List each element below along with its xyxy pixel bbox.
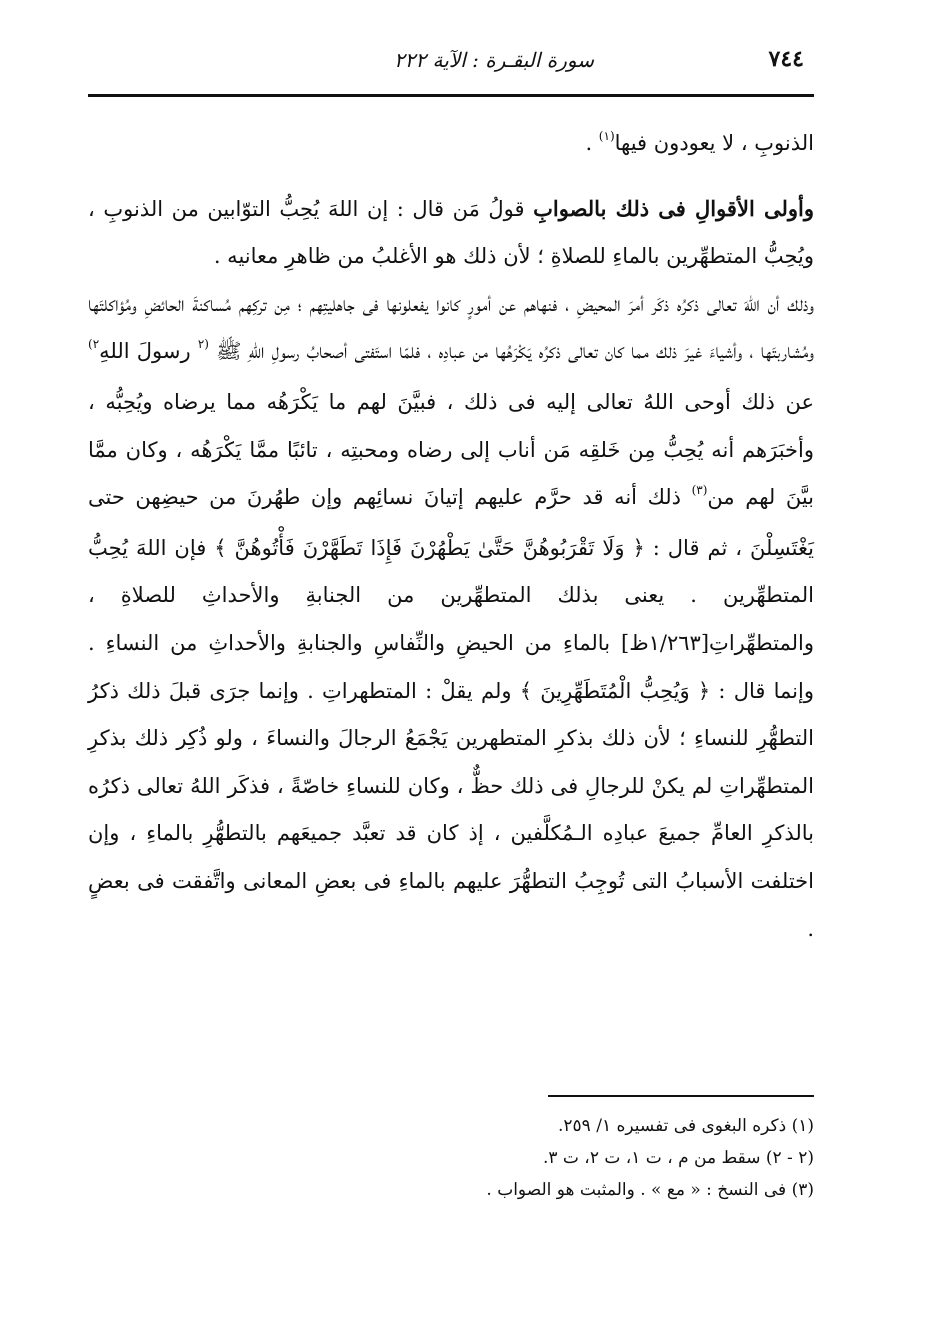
header-rule	[88, 94, 814, 97]
footnote-ref-2-open: (٢	[197, 337, 209, 352]
footnote-rule	[548, 1095, 814, 1097]
paragraph-3-text-6: بالماءِ من الحيضِ والنِّفاسِ والجنابةِ والأحداثِ من النساءِ . وإنما قال :	[88, 630, 815, 703]
paragraph-3-text-3: عن ذلك أوحى اللهُ تعالى إليه فى ذلك ، فبيَّنَ لهم ما يَكْرَهُه مما يرضاه ويُحِبُّه ، وأخبَرَهم أنه يُحِبُّ مِن خَلقِه مَن أناب إلى رضاه ومحبتِه ، تائبًا ممَّا يَكْرَهُه ، وكان ممَّا بيَّنَ لهم من	[88, 389, 814, 510]
quran-quote-1: ﴿ وَلَا تَقْرَبُوهُنَّ حَتَّىٰ يَطْهُرْنَ فَإِذَا تَطَهَّرْنَ فَأْتُوهُنَّ ﴾	[214, 535, 645, 560]
footnote-2: (٢ - ٢) سقط من م ، ت ١، ت ٢، ت ٣.	[542, 1148, 814, 1168]
paragraph-2-text: قولُ مَن قال : إن اللهَ يُحِبُّ التوّابين من الذنوبِ ، ويُحِبُّ المتطهِّرين بالماءِ للصلاةِ ؛ لأن ذلك هو الأغلبُ من ظاهرِ معانيه .	[88, 196, 814, 269]
paragraph-1	[88, 120, 814, 171]
footnote-ref-3: (٣)	[691, 483, 708, 498]
paragraph-2	[88, 185, 814, 281]
footnote-1: (١) ذكره البغوى فى تفسيره ١/ ٢٥٩.	[557, 1116, 814, 1136]
footnotes	[88, 1110, 814, 1206]
paragraph-3-text-4: ذلك أنه قد حرَّم عليهم إتيانَ نسائِهم وإن طهُرنَ من حيضِهن حتى يَغْتَسِلْنَ ، ثم قال :	[88, 485, 814, 560]
paragraph-1-end: .	[585, 131, 599, 155]
main-text	[88, 120, 814, 953]
footnote-ref-1: (١)	[598, 129, 615, 143]
page-header	[88, 40, 814, 86]
manuscript-marker: [١/٢٦٣ظ]	[621, 630, 710, 655]
paragraph-3-text-1: وذلك أن اللهَ تعالى ذكرُه ذكَر أمرَ المحيضِ ، فنهاهم عن أمورٍ كانوا يفعلونها فى جاهليتِهم ؛ مِن تركِهم مُساكنةَ الحائضِ ومُؤاكلتَها ومُشاربتَها ، وأشياءَ غيرَ ذلك مما كان تعالى ذكرُه يَكْرَهُها من عبادِه ، فلمّا استَفتى أصحابُ رسولِ اللهِ ﷺ	[88, 291, 815, 364]
paragraph-2-bold-lead: وأولى الأقوالِ فى ذلك بالصوابِ	[533, 195, 814, 221]
paragraph-1-text: الذنوبِ ، لا يعودون فيها	[614, 131, 814, 155]
footnote-ref-2-close: ٢)	[88, 337, 100, 352]
book-page	[88, 40, 814, 1290]
paragraph-3-text-5: فإن اللهَ يُحِبُّ المتطهِّرين . يعنى بذلك المتطهِّرين من الجنابةِ والأحداثِ للصلاةِ ، والمتطهِّراتِ	[88, 535, 814, 655]
quran-quote-2: ﴿ وَيُحِبُّ الْمُتَطَهِّرِينَ ﴾	[519, 678, 711, 703]
paragraph-3-text-7: ولم يقلْ : المتطهراتِ . وإنما جرَى قبلَ ذلك ذكرُ التطهُّرِ للنساءِ ؛ لأن ذلك بذكرِ المتطهرين يَجْمَعُ الرجالَ والنساءَ ، ولو ذُكِر ذلك بذكرِ المتطهِّراتِ لم يكنْ للرجالِ فى ذلك حظٌّ ، وكان للنساءِ خاصّةً ، فذكَر اللهُ تعالى ذكرُه بالذكرِ العامِّ جميعَ عبادِه الـمُكلَّفين ، إذ كان قد تعبَّد جميعَهم بالتطهُّرِ بالماءِ ، وإن اختلفت الأسبابُ التى تُوجِبُ التطهُّرَ عليهم بالماءِ فى بعضِ المعانى واتَّفقت فى بعضٍ .	[88, 678, 814, 941]
running-head: سورة البقـرة : الآية ٢٢٢	[393, 48, 594, 72]
paragraph-3-text-2: رسولَ اللهِ	[99, 339, 198, 364]
paragraph-3	[88, 281, 814, 953]
page-number: ٧٤٤	[768, 46, 804, 72]
footnote-3: (٣) فى النسخ : « مع » . والمثبت هو الصواب .	[486, 1180, 814, 1200]
